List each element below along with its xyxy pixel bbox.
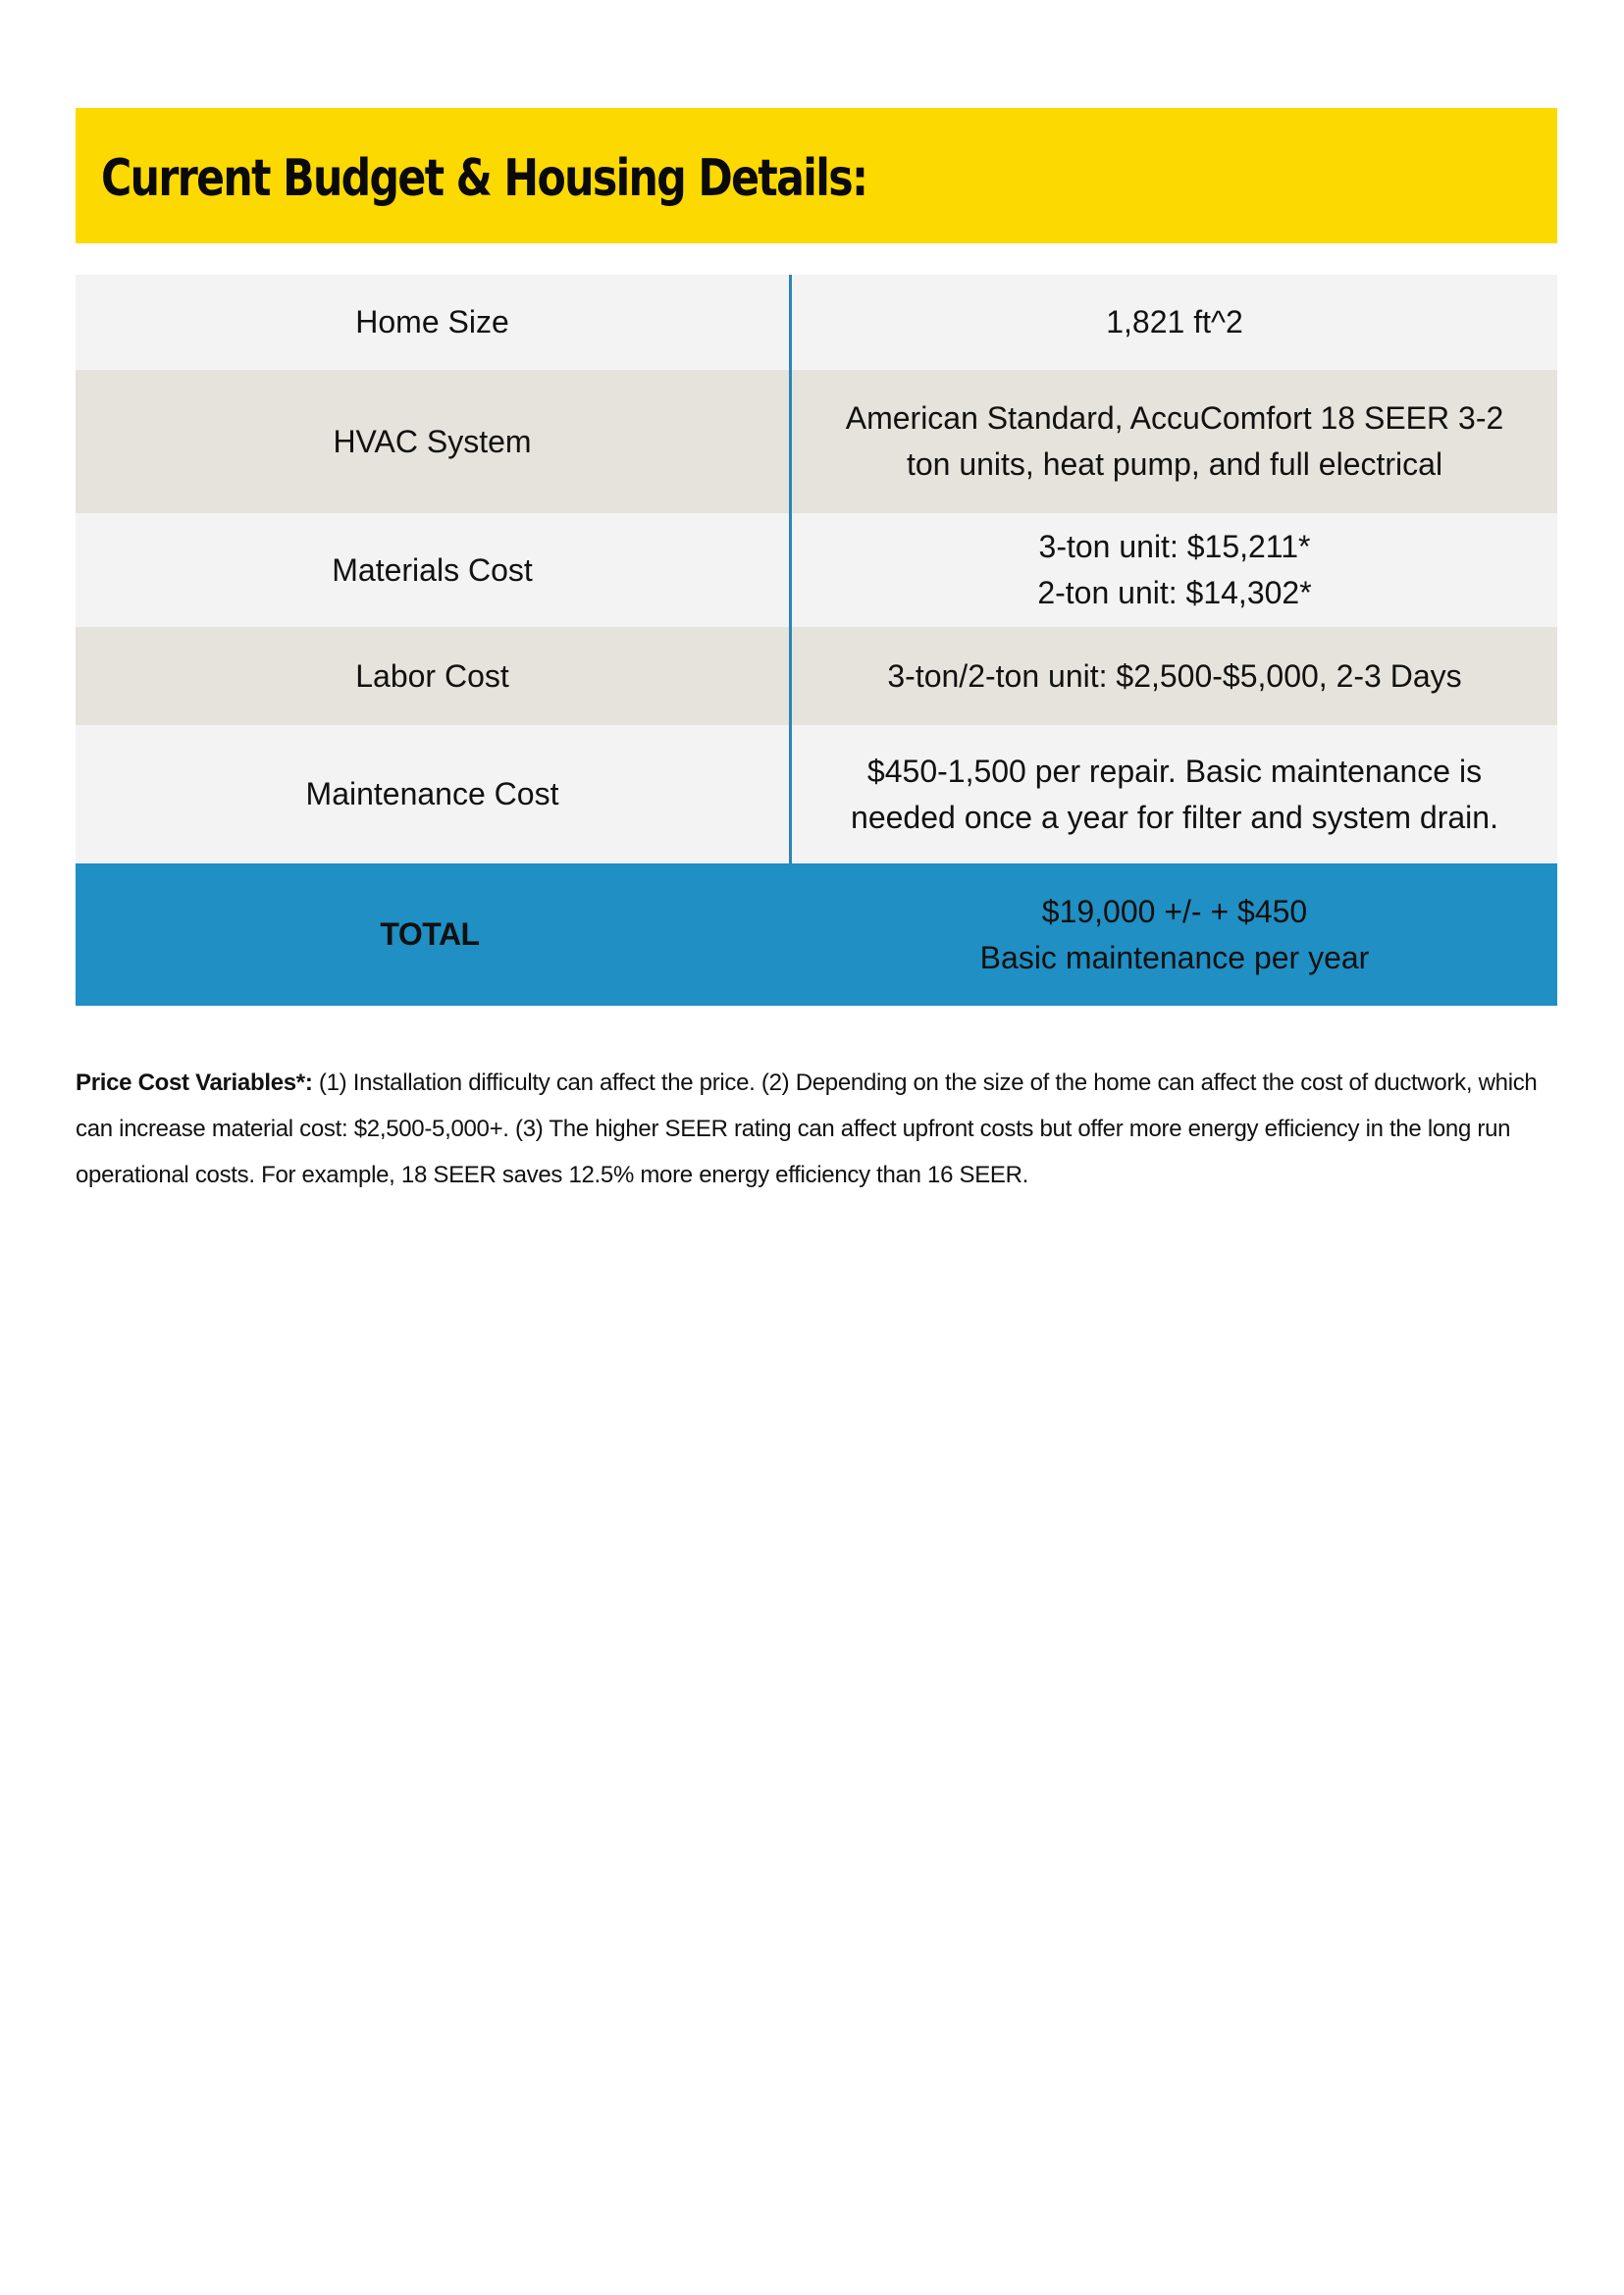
total-value	[792, 863, 1557, 1006]
row-label: Labor Cost	[76, 627, 792, 725]
table-row	[76, 627, 1557, 725]
value-line: American Standard, AccuComfort 18 SEER 3-2	[845, 400, 1504, 436]
value-line: Basic maintenance per year	[979, 939, 1370, 975]
total-label: TOTAL	[380, 916, 480, 952]
row-value	[792, 513, 1557, 627]
row-value	[792, 725, 1557, 863]
value-line: 2-ton unit: $14,302*	[1037, 575, 1312, 610]
table-row	[76, 725, 1557, 863]
footnote-text: (1) Installation difficulty can affect the price. (2) Depending on the size of the home can affect the cost of ductwork, which can increase material cost: $2,500-5,000+. (3) The higher SEER rating can affect upfront costs but offer more energy efficiency in the long run operational costs. For example, 18 SEER saves 12.5% more energy efficiency than 16 SEER.	[76, 1069, 1538, 1188]
row-label: Home Size	[76, 275, 792, 370]
value-line: $450-1,500 per repair. Basic maintenance is	[866, 753, 1483, 789]
table-row	[76, 275, 1557, 370]
value-line: 1,821 ft^2	[1106, 304, 1243, 339]
value-line: needed once a year for filter and system drain.	[851, 799, 1498, 835]
row-value	[792, 275, 1557, 370]
row-label: Maintenance Cost	[76, 725, 792, 863]
footnote-label: Price Cost Variables*:	[76, 1069, 313, 1096]
footnote	[76, 1060, 1562, 1198]
row-label: Materials Cost	[76, 513, 792, 627]
row-value	[792, 370, 1557, 513]
row-label: HVAC System	[76, 370, 792, 513]
value-line: 3-ton/2-ton unit: $2,500-$5,000, 2-3 Days	[887, 657, 1462, 694]
budget-table	[76, 275, 1557, 1006]
total-row	[76, 863, 1557, 1006]
value-line: 3-ton unit: $15,211*	[1038, 529, 1311, 564]
section-title: Current Budget & Housing Details:	[101, 149, 867, 208]
value-line: $19,000 +/- + $450	[1041, 893, 1308, 929]
row-value	[792, 627, 1557, 725]
table-row	[76, 370, 1557, 513]
value-line: ton units, heat pump, and full electrical	[906, 446, 1443, 482]
table-row	[76, 513, 1557, 627]
section-banner	[76, 108, 1557, 243]
